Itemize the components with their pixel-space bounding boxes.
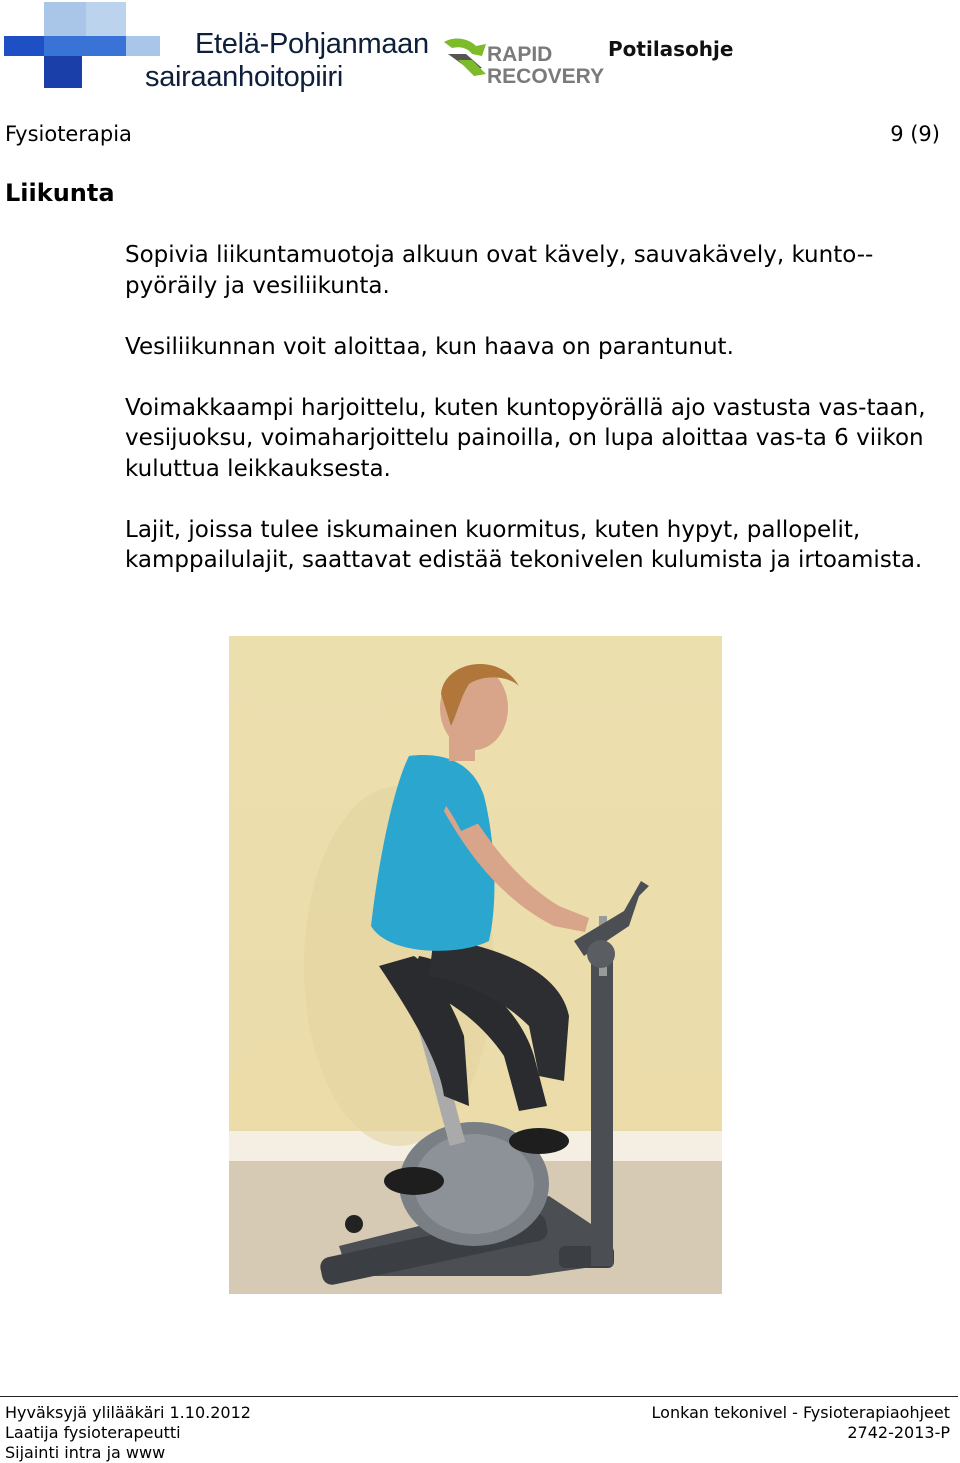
- footer-right: [652, 1403, 950, 1443]
- exercise-bike-photo: [229, 636, 722, 1294]
- hospital-district-logo-icon: [4, 2, 160, 88]
- footer-location: Sijainti intra ja www: [5, 1443, 166, 1462]
- paragraph-strength-training: Voimakkaampi harjoittelu, kuten kuntopyörällä ajo vastusta vas-taan, vesijuoksu, voimaharjoittelu painoilla, on lupa aloittaa vas-ta 6 viikon kuluttua leikkauksesta.: [125, 394, 926, 482]
- footer-doc-title: Lonkan tekonivel - Fysioterapiaohjeet: [651, 1403, 950, 1422]
- footer-approved-by: Hyväksyjä ylilääkäri 1.10.2012: [5, 1403, 251, 1422]
- exercise-bike-illustration: [229, 636, 722, 1294]
- body-text: [125, 240, 940, 606]
- org-name-line1: Etelä-Pohjanmaan: [195, 28, 429, 60]
- footer-doc-code: 2742-2013-P: [847, 1423, 950, 1442]
- partner-logo-text: [487, 44, 604, 88]
- section-heading: Liikunta: [5, 179, 115, 207]
- footer-left: [5, 1403, 251, 1463]
- paragraph-impact-sports: Lajit, joissa tulee iskumainen kuormitus, kuten hypyt, pallopelit, kamppailulajit, saattavat edistää tekonivelen kulumista ja irtoamista.: [125, 516, 923, 573]
- page-number: 9 (9): [890, 122, 940, 146]
- paragraph-activities: Sopivia liikuntamuotoja alkuun ovat kävely, sauvakävely, kunto-pyöräily ja vesiliikunta.: [125, 242, 874, 299]
- paragraph-water-exercise: Vesiliikunnan voit aloittaa, kun haava on parantunut.: [125, 333, 734, 360]
- footer-author: Laatija fysioterapeutti: [5, 1423, 181, 1442]
- org-name-line2: sairaanhoitopiiri: [145, 61, 344, 93]
- department-label: Fysioterapia: [5, 122, 132, 146]
- footer-divider: [0, 1396, 958, 1397]
- partner-logo-line2: RECOVERY: [487, 65, 605, 88]
- partner-logo-line1: RAPID: [487, 43, 553, 66]
- organization-name: [145, 28, 429, 94]
- document-type: Potilasohje: [608, 37, 734, 61]
